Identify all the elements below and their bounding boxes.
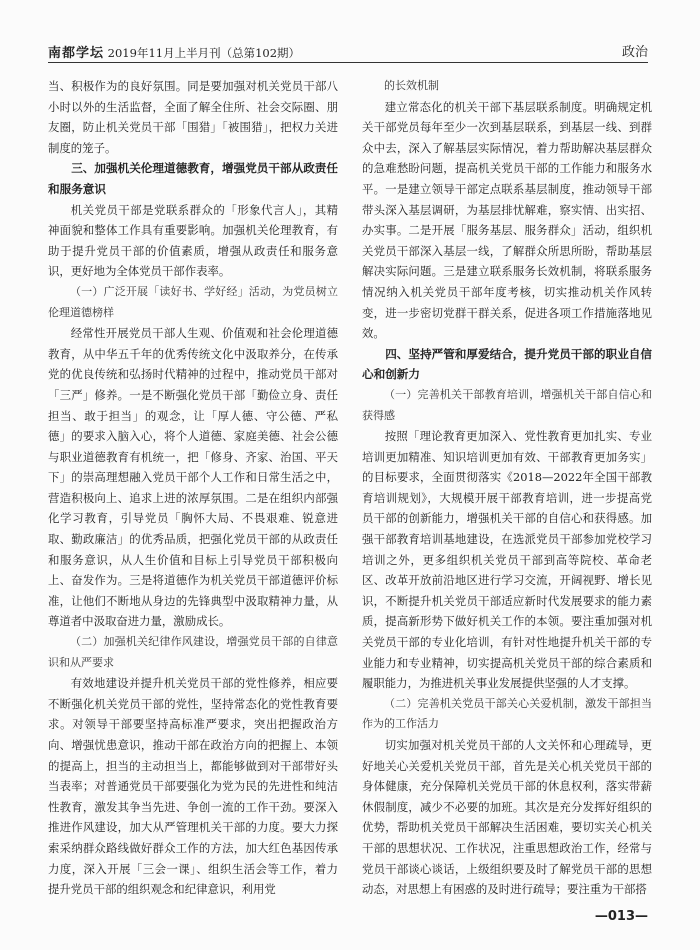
body-paragraph: 当、积极作为的良好氛围。同是要加强对机关党员干部八小时以外的生活监督，全面了解全住所、社会交际圈、朋友圈，防止机关党员干部「围猎」「被围猎」，把权力关进制度的笼子。 xyxy=(48,79,338,155)
section-label: 政治 xyxy=(621,45,648,60)
section-heading: 四、坚持严管和厚爱结合，提升党员干部的职业自信心和创新力 xyxy=(362,346,652,382)
subsection-heading: （一）完善机关干部教育培训，增强机关干部自信心和获得感 xyxy=(362,387,652,422)
subsection-heading: （二）完善机关党员干部关心关爱机制，激发干部担当作为的工作活力 xyxy=(362,696,652,731)
journal-logo: 南都学坛 xyxy=(48,46,105,61)
subsection-heading: （二）加强机关纪律作风建设，增强党员干部的自律意识和从严要求 xyxy=(48,635,338,669)
body-paragraph: 有效地建设并提升机关党员干部的党性修养，相应要不断强化机关党员干部的党性，坚持常态化的党性教育要求。对领导干部要坚持高标准严要求，突出把握政治方向、增强忧患意识，推动干部在政治方向的把握上、本领的提高上，担当的主动担当上，都能够做到对干部带好头当表率；对普通党员干部要强化为党为民的先进性和纯洁性教育，激发其争当先进、争创一流的工作干劲。要深入推进作风建设，加大从严管理机关干部的力度。要大力探索采纳群众路线做好群众工作的方法，加大红色基因传承力度，深入开展「三会一课」、组织生活会等工作，着力提升党员干部的组织观念和纪律意识，利用党 xyxy=(48,676,338,897)
page-header xyxy=(48,40,648,63)
body-paragraph: 建立常态化的机关干部下基层联系制度。明确规定机关干部党员每年至少一次到基层联系，到基层一线、到群众中去，深入了解基层实际情况，着力帮助解决基层群众的急难愁盼问题，提高机关党员干部的工作能力和服务水平。一是建立领导干部定点联系基层制度，推动领导干部带头深入基层调研，为基层排忧解难，察实情、出实招、办实事。二是开展「服务基层、服务群众」活动，组织机关党员干部深入基层一线，了解群众所思所盼，帮助基层解决实际问题。三是建立联系服务长效机制，将联系服务情况纳入机关党员干部年度考核，切实推动机关作风转变，进一步密切党群干群关系，促进各项工作措施落地见效。 xyxy=(362,99,652,341)
subsection-heading: 的长效机制 xyxy=(384,79,439,92)
body-paragraph: 机关党员干部是党联系群众的「形象代言人」，其精神面貌和整体工作具有重要影响。加强机关伦理教育，有助于提升党员干部的价值素质，增强从政责任和服务意识，更好地为全体党员干部作表率。 xyxy=(48,202,338,279)
body-paragraph: 按照「理论教育更加深入、党性教育更加扎实、专业培训更加精准、知识培训更加有效、干部教育更加务实」的目标要求，全面贯彻落实《2018—2022年全国干部教育培训规划》，大规模开展干部教育培训，进一步提高党员干部的创新能力，增强机关干部的自信心和获得感。加强干部教育培训基地建设，在选派党员干部参加党校学习培训之外，更多组织机关党员干部到高等院校、革命老区、改革开放前沿地区进行学习交流，开阔视野、增长见识，不断提升机关党员干部适应新时代发展要求的能力素质，提高新形势下做好机关工作的本领。要注重加强对机关党员干部的专业化培训，有针对性地提升机关干部的专业能力和专业精神，切实提高机关党员干部的综合素质和履职能力，为推进机关事业发展提供坚强的人才支撑。 xyxy=(362,429,652,691)
subsection-heading: （一）广泛开展「读好书、学好经」活动，为党员树立伦理道德榜样 xyxy=(48,284,338,319)
left-column xyxy=(48,76,338,900)
right-column xyxy=(362,76,652,900)
section-heading: 三、加强机关伦理道德教育，增强党员干部从政责任和服务意识 xyxy=(48,161,338,196)
body-paragraph: 切实加强对机关党员干部的人文关怀和心理疏导，更好地关心关爱机关党员干部，首先是关心机关党员干部的身体健康，充分保障机关党员干部的休息权利，落实带薪休假制度，减少不必要的加班。其次是充分发挥好组织的优势，帮助机关党员干部解决生活困难，要切实关心机关干部的思想状况、工作状况，注重思想政治工作，经常与党员干部谈心谈话，上级组织要及时了解党员干部的思想动态，对思想上有困惑的及时进行疏导；要注重为干部搭 xyxy=(362,738,652,897)
issue-info: 2019年11月上半月刊（总第102期） xyxy=(107,46,301,60)
page-number: —013— xyxy=(594,909,648,924)
body-paragraph: 经常性开展党员干部人生观、价值观和社会伦理道德教育，从中华五千年的优秀传统文化中汲取养分，在传承党的优良传统和弘扬时代精神的过程中，推动党员干部对「三严」修养。一是不断强化党员干部「勤俭立身、责任担当、敢于担当」的观念，让「厚人德、守公德、严私德」的要求入脑入心，将个人道德、家庭美德、社会公德与职业道德教育有机统一，把「修身、齐家、治国、平天下」的崇高理想融入党员干部个人工作和日常生活之中，营造积极向上、追求上进的浓厚氛围。二是在组织内部强化学习教育，引导党员「胸怀大局、不畏艰难、锐意进取、勤政廉洁」的优秀品质，把强化党员干部的从政责任和服务意识，从人生价值和目标上引导党员干部积极向上、奋发作为。三是将道德作为机关党员干部道德评价标准，让他们不断地从身边的先锋典型中汲取精神力量，从尊道者中汲取奋进力量，激励成长。 xyxy=(48,326,338,629)
issue-header xyxy=(48,42,300,61)
